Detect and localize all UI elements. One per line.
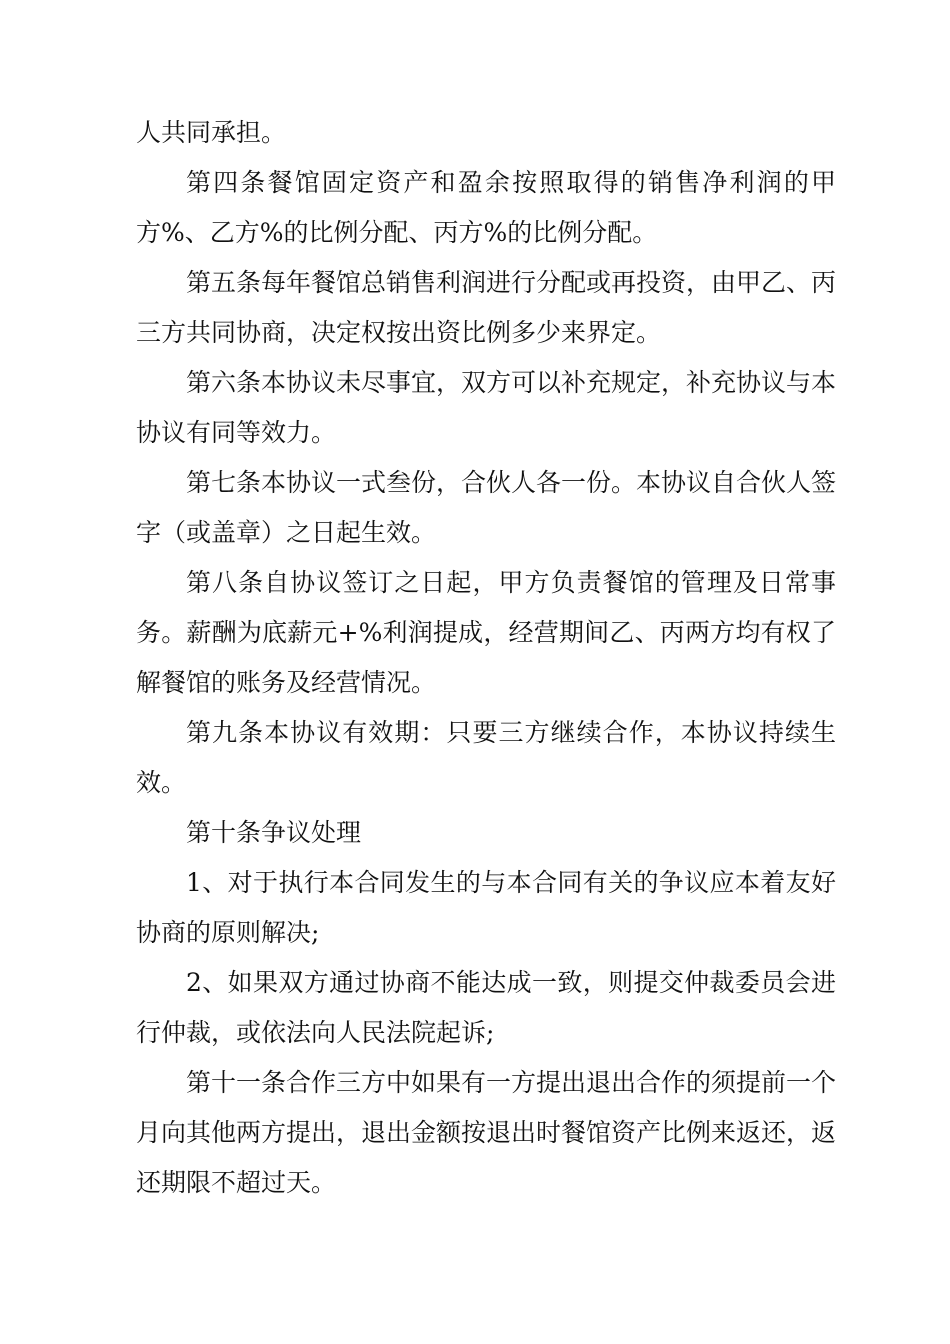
paragraph-article-11: 第十一条合作三方中如果有一方提出退出合作的须提前一个月向其他两方提出，退出金额按退出时餐馆资产比例来返还，返还期限不超过天。: [136, 1068, 837, 1197]
paragraph-article-5: 第五条每年餐馆总销售利润进行分配或再投资，由甲乙、丙三方共同协商，决定权按出资比例多少来界定。: [136, 268, 837, 347]
paragraph-article-7: 第七条本协议一式叁份，合伙人各一份。本协议自合伙人签字（或盖章）之日起生效。: [136, 468, 837, 547]
paragraph-article-6: 第六条本协议未尽事宜，双方可以补充规定，补充协议与本协议有同等效力。: [136, 368, 837, 447]
paragraph-article-4: 第四条餐馆固定资产和盈余按照取得的销售净利润的甲方%、乙方%的比例分配、丙方%的比例分配。: [136, 168, 836, 247]
paragraph-article-8: 第八条自协议签订之日起，甲方负责餐馆的管理及日常事务。薪酬为底薪元+%利润提成，经营期间乙、丙两方均有权了解餐馆的账务及经营情况。: [136, 568, 836, 697]
paragraph-article-9: 第九条本协议有效期：只要三方继续合作，本协议持续生效。: [136, 718, 836, 797]
paragraph-article-10-heading: 第十条争议处理: [186, 818, 362, 847]
paragraph-continuation: 人共同承担。: [136, 118, 287, 147]
paragraph-article-10-item-1: 1、对于执行本合同发生的与本合同有关的争议应本着友好协商的原则解决;: [136, 868, 836, 947]
paragraph-article-10-item-2: 2、如果双方通过协商不能达成一致，则提交仲裁委员会进行仲裁，或依法向人民法院起诉;: [136, 968, 836, 1047]
document-page: [136, 108, 836, 1208]
